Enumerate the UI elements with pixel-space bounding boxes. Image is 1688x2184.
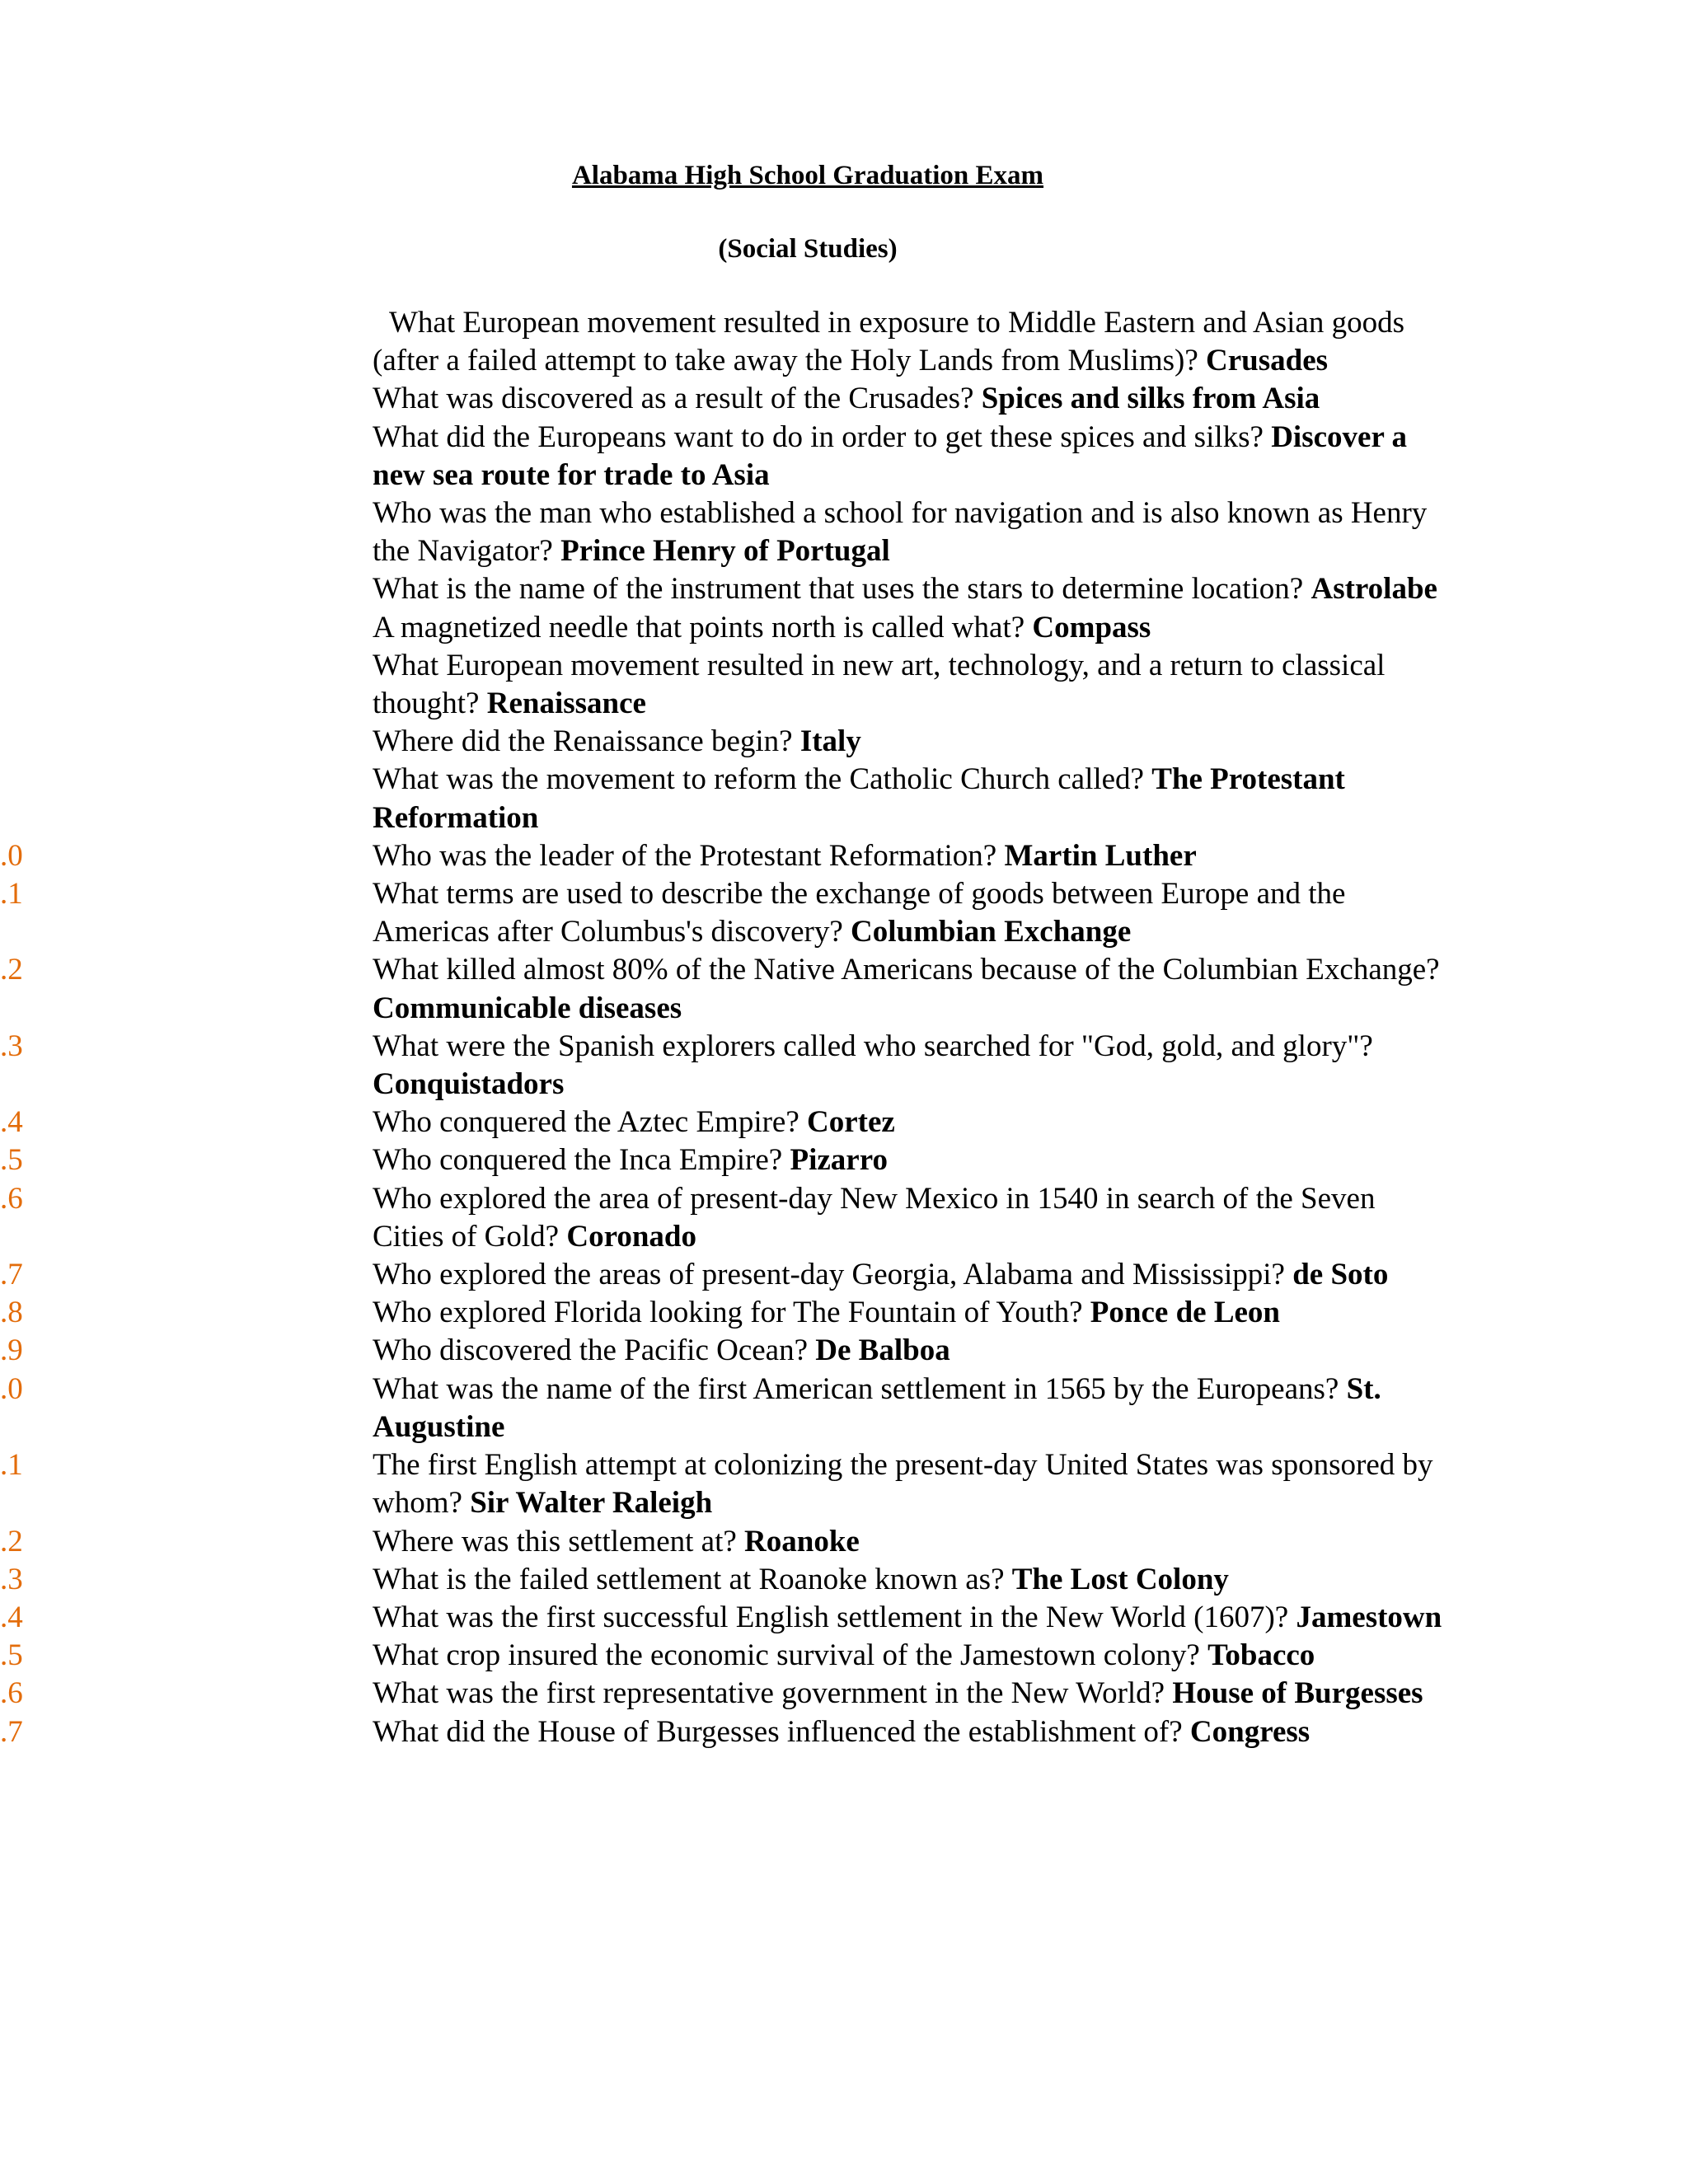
answer-text: De Balboa xyxy=(815,1333,950,1368)
question-text: Where did the Renaissance begin? xyxy=(373,724,800,759)
question-number: 8. xyxy=(0,1296,23,1330)
question-item xyxy=(0,761,1444,837)
question-item xyxy=(0,494,1444,570)
question-text: What is the name of the instrument that uses the stars to determine location? xyxy=(373,572,1311,607)
question-text: What was the name of the first American settlement in 1565 by the Europeans? xyxy=(373,1371,1347,1406)
question-text: A magnetized needle that points north is called what? xyxy=(373,610,1033,644)
question-text: What was the movement to reform the Catholic Church called? xyxy=(373,762,1152,797)
question-text: Who explored the area of present-day New Mexico in 1540 in search of the Seven Cities of Gold? xyxy=(373,1181,1376,1254)
answer-text: The Lost Colony xyxy=(1011,1562,1229,1596)
question-number: 3. xyxy=(0,1562,23,1596)
answer-text: Communicable diseases xyxy=(373,991,682,1025)
question-item xyxy=(0,304,1444,380)
question-item xyxy=(0,1523,1444,1561)
question-item xyxy=(0,1104,1444,1141)
answer-text: Tobacco xyxy=(1207,1638,1315,1673)
question-item xyxy=(0,1028,1444,1104)
question-number: 9. xyxy=(0,1333,23,1368)
answer-text: Spices and silks from Asia xyxy=(981,382,1320,416)
question-item xyxy=(0,1294,1444,1332)
question-text: What was the first successful English settlement in the New World (1607)? xyxy=(373,1600,1296,1634)
question-item xyxy=(0,1256,1444,1294)
question-item xyxy=(0,723,1444,761)
question-text: Who conquered the Inca Empire? xyxy=(373,1143,790,1178)
answer-text: Compass xyxy=(1032,610,1151,644)
answer-text: Martin Luther xyxy=(1004,838,1197,873)
question-text: Who explored the areas of present-day Georgia, Alabama and Mississippi? xyxy=(373,1258,1293,1292)
question-number: 1. xyxy=(0,1448,23,1483)
question-text: What did the House of Burgesses influenced the establishment of? xyxy=(373,1714,1190,1749)
question-item xyxy=(0,1180,1444,1256)
question-number: 6. xyxy=(0,1676,23,1711)
question-number: 2. xyxy=(0,1524,23,1558)
question-item xyxy=(0,837,1444,875)
question-text: Who explored Florida looking for The Fountain of Youth? xyxy=(373,1296,1090,1330)
question-text: What were the Spanish explorers called who searched for "God, gold, and glory"? xyxy=(373,1029,1373,1063)
question-number: 2. xyxy=(0,953,23,987)
question-text: What was the first representative government in the New World? xyxy=(373,1676,1173,1711)
question-number: 3. xyxy=(0,1029,23,1063)
question-number: 6. xyxy=(0,1181,23,1216)
question-item xyxy=(0,875,1444,951)
answer-text: Renaissance xyxy=(486,687,646,721)
question-item xyxy=(0,1599,1444,1637)
question-item xyxy=(0,609,1444,647)
question-number: 5. xyxy=(0,1638,23,1673)
question-number: 1. xyxy=(0,877,23,912)
answer-text: Astrolabe xyxy=(1311,572,1437,607)
question-item xyxy=(0,1561,1444,1599)
answer-text: Prince Henry of Portugal xyxy=(560,534,890,569)
question-number: 7. xyxy=(0,1714,23,1749)
answer-text: de Soto xyxy=(1292,1258,1389,1292)
answer-text: Conquistadors xyxy=(373,1067,565,1102)
answer-text: Crusades xyxy=(1206,344,1329,378)
question-text: What killed almost 80% of the Native Americans because of the Columbian Exchange? xyxy=(373,953,1440,987)
question-item xyxy=(0,647,1444,723)
answer-text: Congress xyxy=(1189,1714,1311,1749)
question-item xyxy=(0,1713,1444,1751)
answer-text: Pizarro xyxy=(790,1143,888,1178)
question-number: 4. xyxy=(0,1105,23,1140)
question-text: Who was the man who established a school for navigation and is also known as Henry the Navigator? xyxy=(373,496,1428,569)
answer-text: Discover a new sea route for trade to Asia xyxy=(373,419,1407,492)
answer-text: House of Burgesses xyxy=(1172,1676,1423,1711)
question-text: Who was the leader of the Protestant Reformation? xyxy=(373,838,1005,873)
question-number: 4. xyxy=(0,1600,23,1634)
answer-text: Ponce de Leon xyxy=(1090,1296,1280,1330)
question-item xyxy=(0,419,1444,494)
question-item xyxy=(0,1141,1444,1179)
answer-text: Coronado xyxy=(566,1219,696,1254)
question-item xyxy=(0,1446,1444,1522)
question-item xyxy=(0,380,1444,418)
question-item xyxy=(0,570,1444,608)
answer-text: The Protestant Reformation xyxy=(373,762,1345,835)
question-text: What European movement resulted in new art, technology, and a return to classical thought? xyxy=(373,648,1386,721)
question-number: 0. xyxy=(0,838,23,873)
question-number: 0. xyxy=(0,1371,23,1406)
question-text: Where was this settlement at? xyxy=(373,1524,745,1558)
answer-text: Sir Walter Raleigh xyxy=(470,1486,713,1521)
answer-text: Roanoke xyxy=(744,1524,860,1558)
page-title: Alabama High School Graduation Exam xyxy=(571,161,1044,190)
answer-text: Columbian Exchange xyxy=(851,915,1132,949)
question-text: Who discovered the Pacific Ocean? xyxy=(373,1333,816,1368)
answer-text: Jamestown xyxy=(1296,1600,1442,1634)
question-number: 5. xyxy=(0,1143,23,1178)
answer-text: Cortez xyxy=(807,1105,895,1140)
question-item xyxy=(0,1675,1444,1713)
answer-text: St. Augustine xyxy=(373,1371,1381,1444)
question-text: What did the Europeans want to do in order to get these spices and silks? xyxy=(373,419,1272,454)
question-list xyxy=(0,304,1688,1751)
question-text: What European movement resulted in exposure to Middle Eastern and Asian goods (after a failed attempt to take away the Holy Lands from Muslims)? xyxy=(373,306,1405,378)
page-subtitle: (Social Studies) xyxy=(718,234,898,264)
question-text: What is the failed settlement at Roanoke known as? xyxy=(373,1562,1012,1596)
answer-text: Italy xyxy=(799,724,861,759)
question-item xyxy=(0,1371,1444,1446)
question-item xyxy=(0,1637,1444,1675)
question-text: Who conquered the Aztec Empire? xyxy=(373,1105,808,1140)
question-number: 7. xyxy=(0,1258,23,1292)
question-text: What crop insured the economic survival of the Jamestown colony? xyxy=(373,1638,1208,1673)
question-text: The first English attempt at colonizing the present-day United States was sponsored by whom? xyxy=(373,1448,1433,1521)
question-text: What terms are used to describe the exchange of goods between Europe and the Americas after Columbus's discovery? xyxy=(373,877,1346,949)
question-text: What was discovered as a result of the Crusades? xyxy=(373,382,982,416)
question-item xyxy=(0,1332,1444,1370)
question-item xyxy=(0,951,1444,1027)
